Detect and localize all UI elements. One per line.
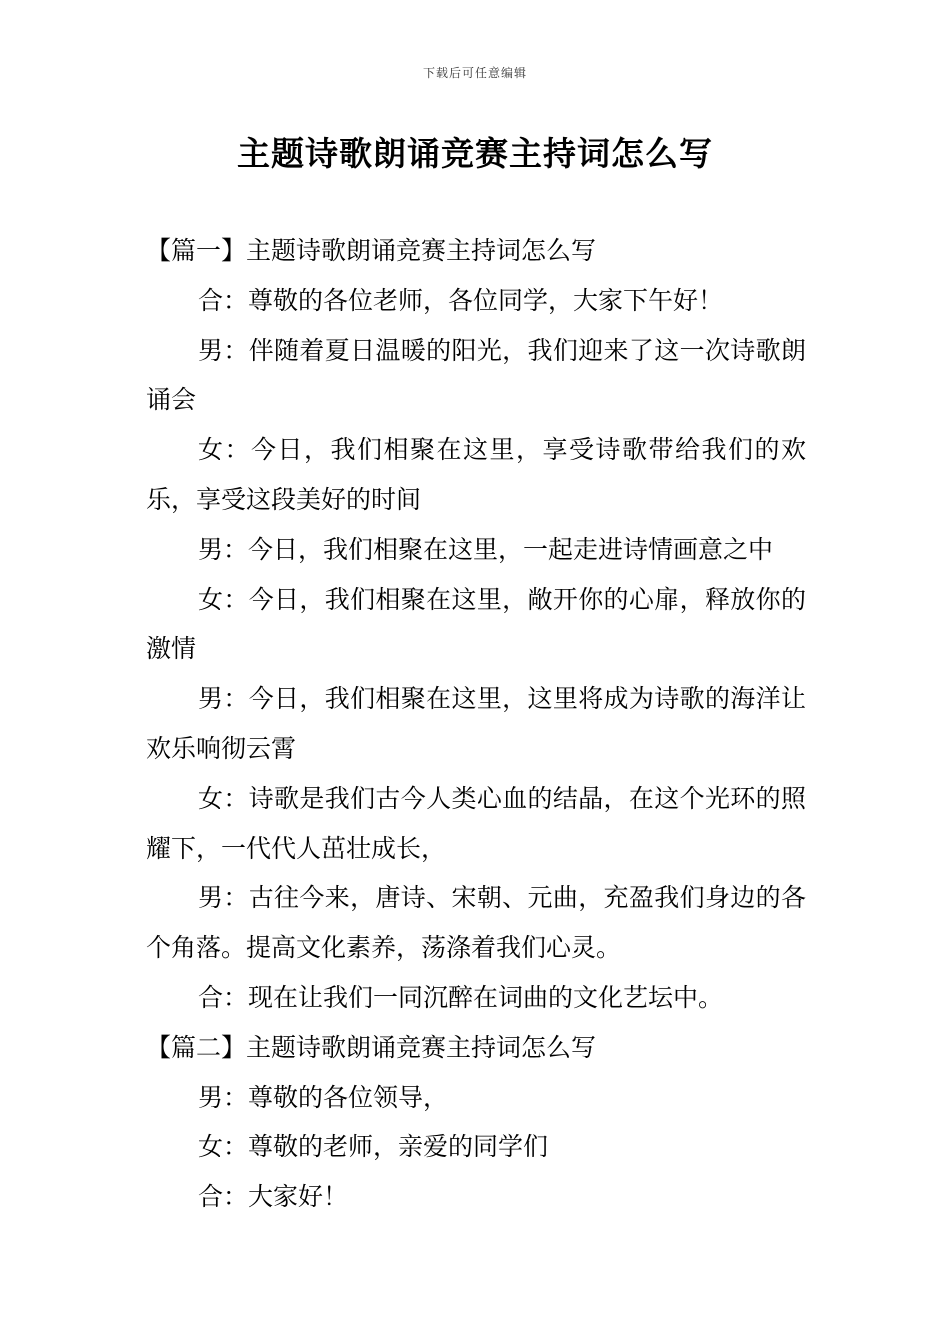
header-note: 下载后可任意编辑 bbox=[422, 66, 527, 80]
dialogue-line: 合：大家好！ bbox=[198, 1182, 349, 1212]
dialogue-line: 女：今日，我们相聚在这里，享受诗歌带给我们的欢乐，享受这段美好的时间 bbox=[146, 435, 806, 514]
section-heading: 【篇二】主题诗歌朗诵竞赛主持词怎么写 bbox=[146, 1032, 597, 1062]
dialogue-line: 女：尊敬的老师，亲爱的同学们 bbox=[198, 1132, 549, 1162]
dialogue-line: 男：伴随着夏日温暖的阳光，我们迎来了这一次诗歌朗诵会 bbox=[146, 335, 806, 415]
section-heading: 【篇一】主题诗歌朗诵竞赛主持词怎么写 bbox=[146, 236, 597, 265]
dialogue-line: 合：现在让我们一同沉醉在词曲的文化艺坛中。 bbox=[198, 982, 724, 1012]
dialogue-line: 合：尊敬的各位老师，各位同学，大家下午好！ bbox=[198, 285, 724, 315]
dialogue-line: 女：今日，我们相聚在这里，敞开你的心扉，释放你的激情 bbox=[146, 584, 806, 664]
document-body bbox=[146, 226, 806, 1222]
document-title: 主题诗歌朗诵竞赛主持词怎么写 bbox=[237, 134, 713, 173]
dialogue-line: 男：尊敬的各位领导， bbox=[198, 1082, 449, 1112]
dialogue-line: 男：今日，我们相聚在这里，一起走进诗情画意之中 bbox=[198, 534, 774, 564]
dialogue-line: 男：今日，我们相聚在这里，这里将成为诗歌的海洋让欢乐响彻云霄 bbox=[146, 684, 806, 763]
dialogue-line: 男：古往今来，唐诗、宋朝、元曲，充盈我们身边的各个角落。提高文化素养，荡涤着我们心灵。 bbox=[146, 883, 806, 963]
dialogue-line: 女：诗歌是我们古今人类心血的结晶，在这个光环的照耀下，一代代人茁壮成长， bbox=[146, 783, 806, 863]
